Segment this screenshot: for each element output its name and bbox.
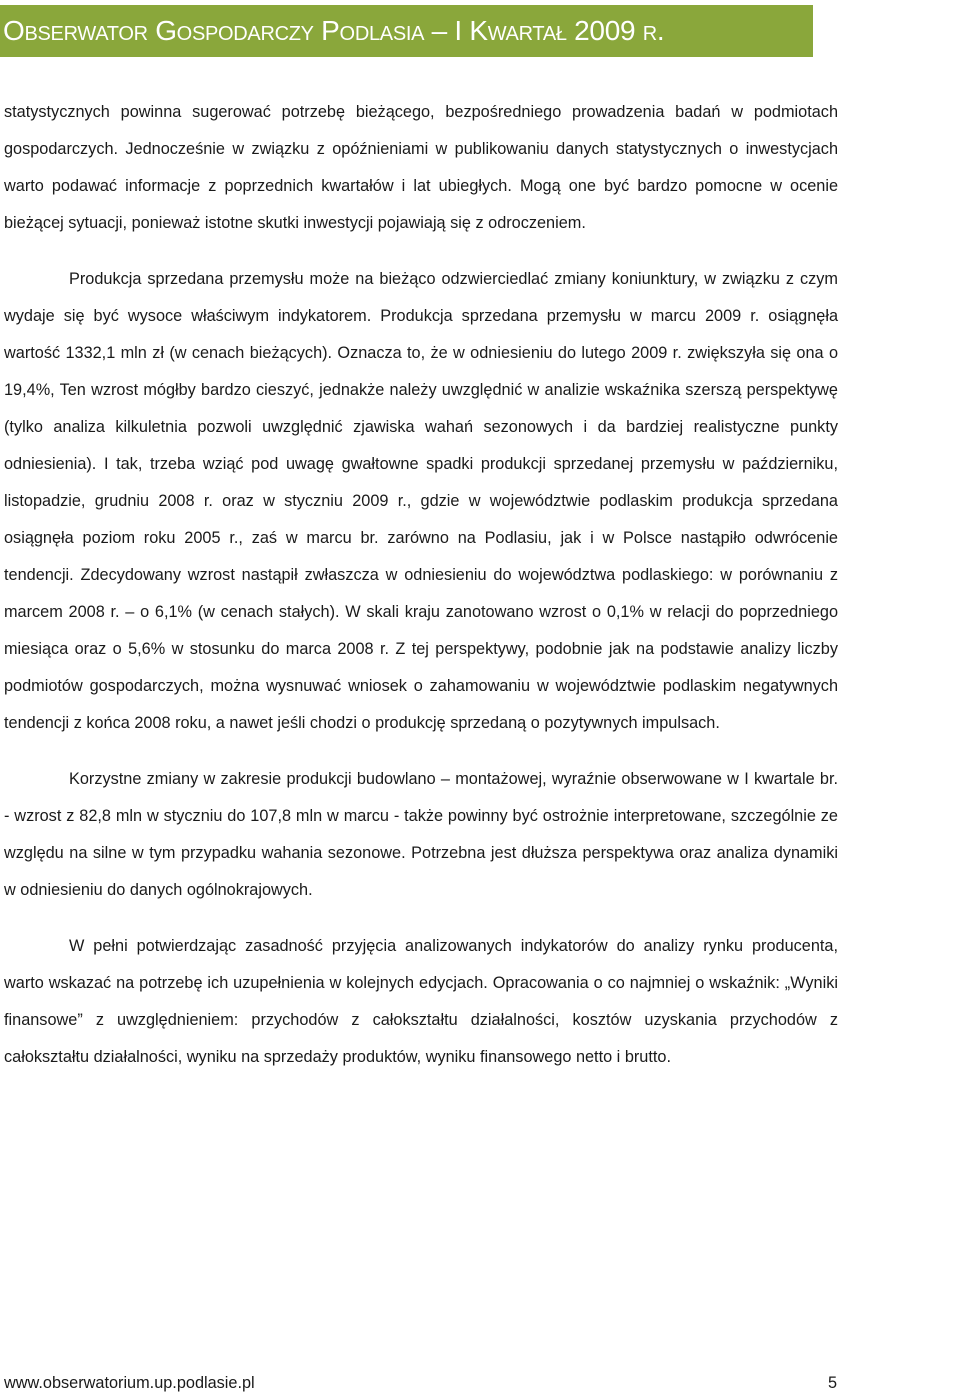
paragraph-construction: Korzystne zmiany w zakresie produkcji budowlano – montażowej, wyraźnie obserwowane w I kwartale br. - wzrost z 82,8 mln w styczniu do 107,8 mln w marcu - także powinny być ostrożnie interpretowane, szczególnie ze względu na silne w tym przypadku wahania sezonowe. Potrzebna jest dłuższa perspektywa oraz analiza dynamiki w odniesieniu do danych ogólnokrajowych. (4, 770, 838, 899)
footer-page-number: 5 (828, 1374, 838, 1392)
page-header-title: Obserwator Gospodarczy Podlasia – I Kwartał 2009 r. (3, 15, 665, 46)
footer-website-url: www.obserwatorium.up.podlasie.pl (4, 1374, 255, 1392)
header-band (0, 5, 813, 57)
document-body (4, 94, 838, 1076)
paragraph-gap (4, 909, 838, 928)
paragraph-industrial-production: Produkcja sprzedana przemysłu może na bieżąco odzwierciedlać zmiany koniunktury, w związku z czym wydaje się być wysoce właściwym indykatorem. Produkcja sprzedana przemysłu w marcu 2009 r. osiągnęła wartość 1332,1 mln zł (w cenach bieżących). Oznacza to, że w odniesieniu do lutego 2009 r. zwiększyła się ona o 19,4%, Ten wzrost mógłby bardzo cieszyć, jednakże należy uwzględnić w analizie wskaźnika szerszą perspektywę (tylko analiza kilkuletnia pozwoli uwzględnić zjawiska wahań sezonowych i da bardziej realistyczne punkty odniesienia). I tak, trzeba wziąć pod uwagę gwałtowne spadki produkcji sprzedanej przemysłu w październiku, listopadzie, grudniu 2008 r. oraz w styczniu 2009 r., gdzie w województwie podlaskim produkcja sprzedana osiągnęła poziom roku 2005 r., zaś w marcu br. zarówno na Podlasiu, jak i w Polsce nastąpiło odwrócenie tendencji. Zdecydowany wzrost nastąpił zwłaszcza w odniesieniu do województwa podlaskiego: w porównaniu z marcem 2008 r. – o 6,1% (w cenach stałych). W skali kraju zanotowano wzrost o 0,1% w relacji do poprzedniego miesiąca oraz o 5,6% w stosunku do marca 2008 r. Z tej perspektywy, podobnie jak na podstawie analizy liczby podmiotów gospodarczych, można wysnuwać wniosek o zahamowaniu w województwie podlaskim negatywnych tendencji z końca 2008 roku, a nawet jeśli chodzi o produkcję sprzedaną o pozytywnych impulsach. (4, 270, 838, 732)
paragraph-indicators: W pełni potwierdzając zasadność przyjęcia analizowanych indykatorów do analizy rynku producenta, warto wskazać na potrzebę ich uzupełnienia w kolejnych edycjach. Opracowania o co najmniej o wskaźnik: „Wyniki finansowe” z uwzględnieniem: przychodów z całokształtu działalności, kosztów uzyskania przychodów z całokształtu działalności, wyniku na sprzedaży produktów, wyniku finansowego netto i brutto. (4, 937, 838, 1066)
paragraph-gap (4, 742, 838, 761)
paragraph-investments: statystycznych powinna sugerować potrzebę bieżącego, bezpośredniego prowadzenia badań w podmiotach gospodarczych. Jednocześnie w związku z opóźnieniami w publikowaniu danych statystycznych o inwestycjach warto podawać informacje z poprzednich kwartałów i lat ubiegłych. Mogą one być bardzo pomocne w ocenie bieżącej sytuacji, ponieważ istotne skutki inwestycji pojawiają się z odroczeniem. (4, 103, 838, 232)
paragraph-gap (4, 242, 838, 261)
